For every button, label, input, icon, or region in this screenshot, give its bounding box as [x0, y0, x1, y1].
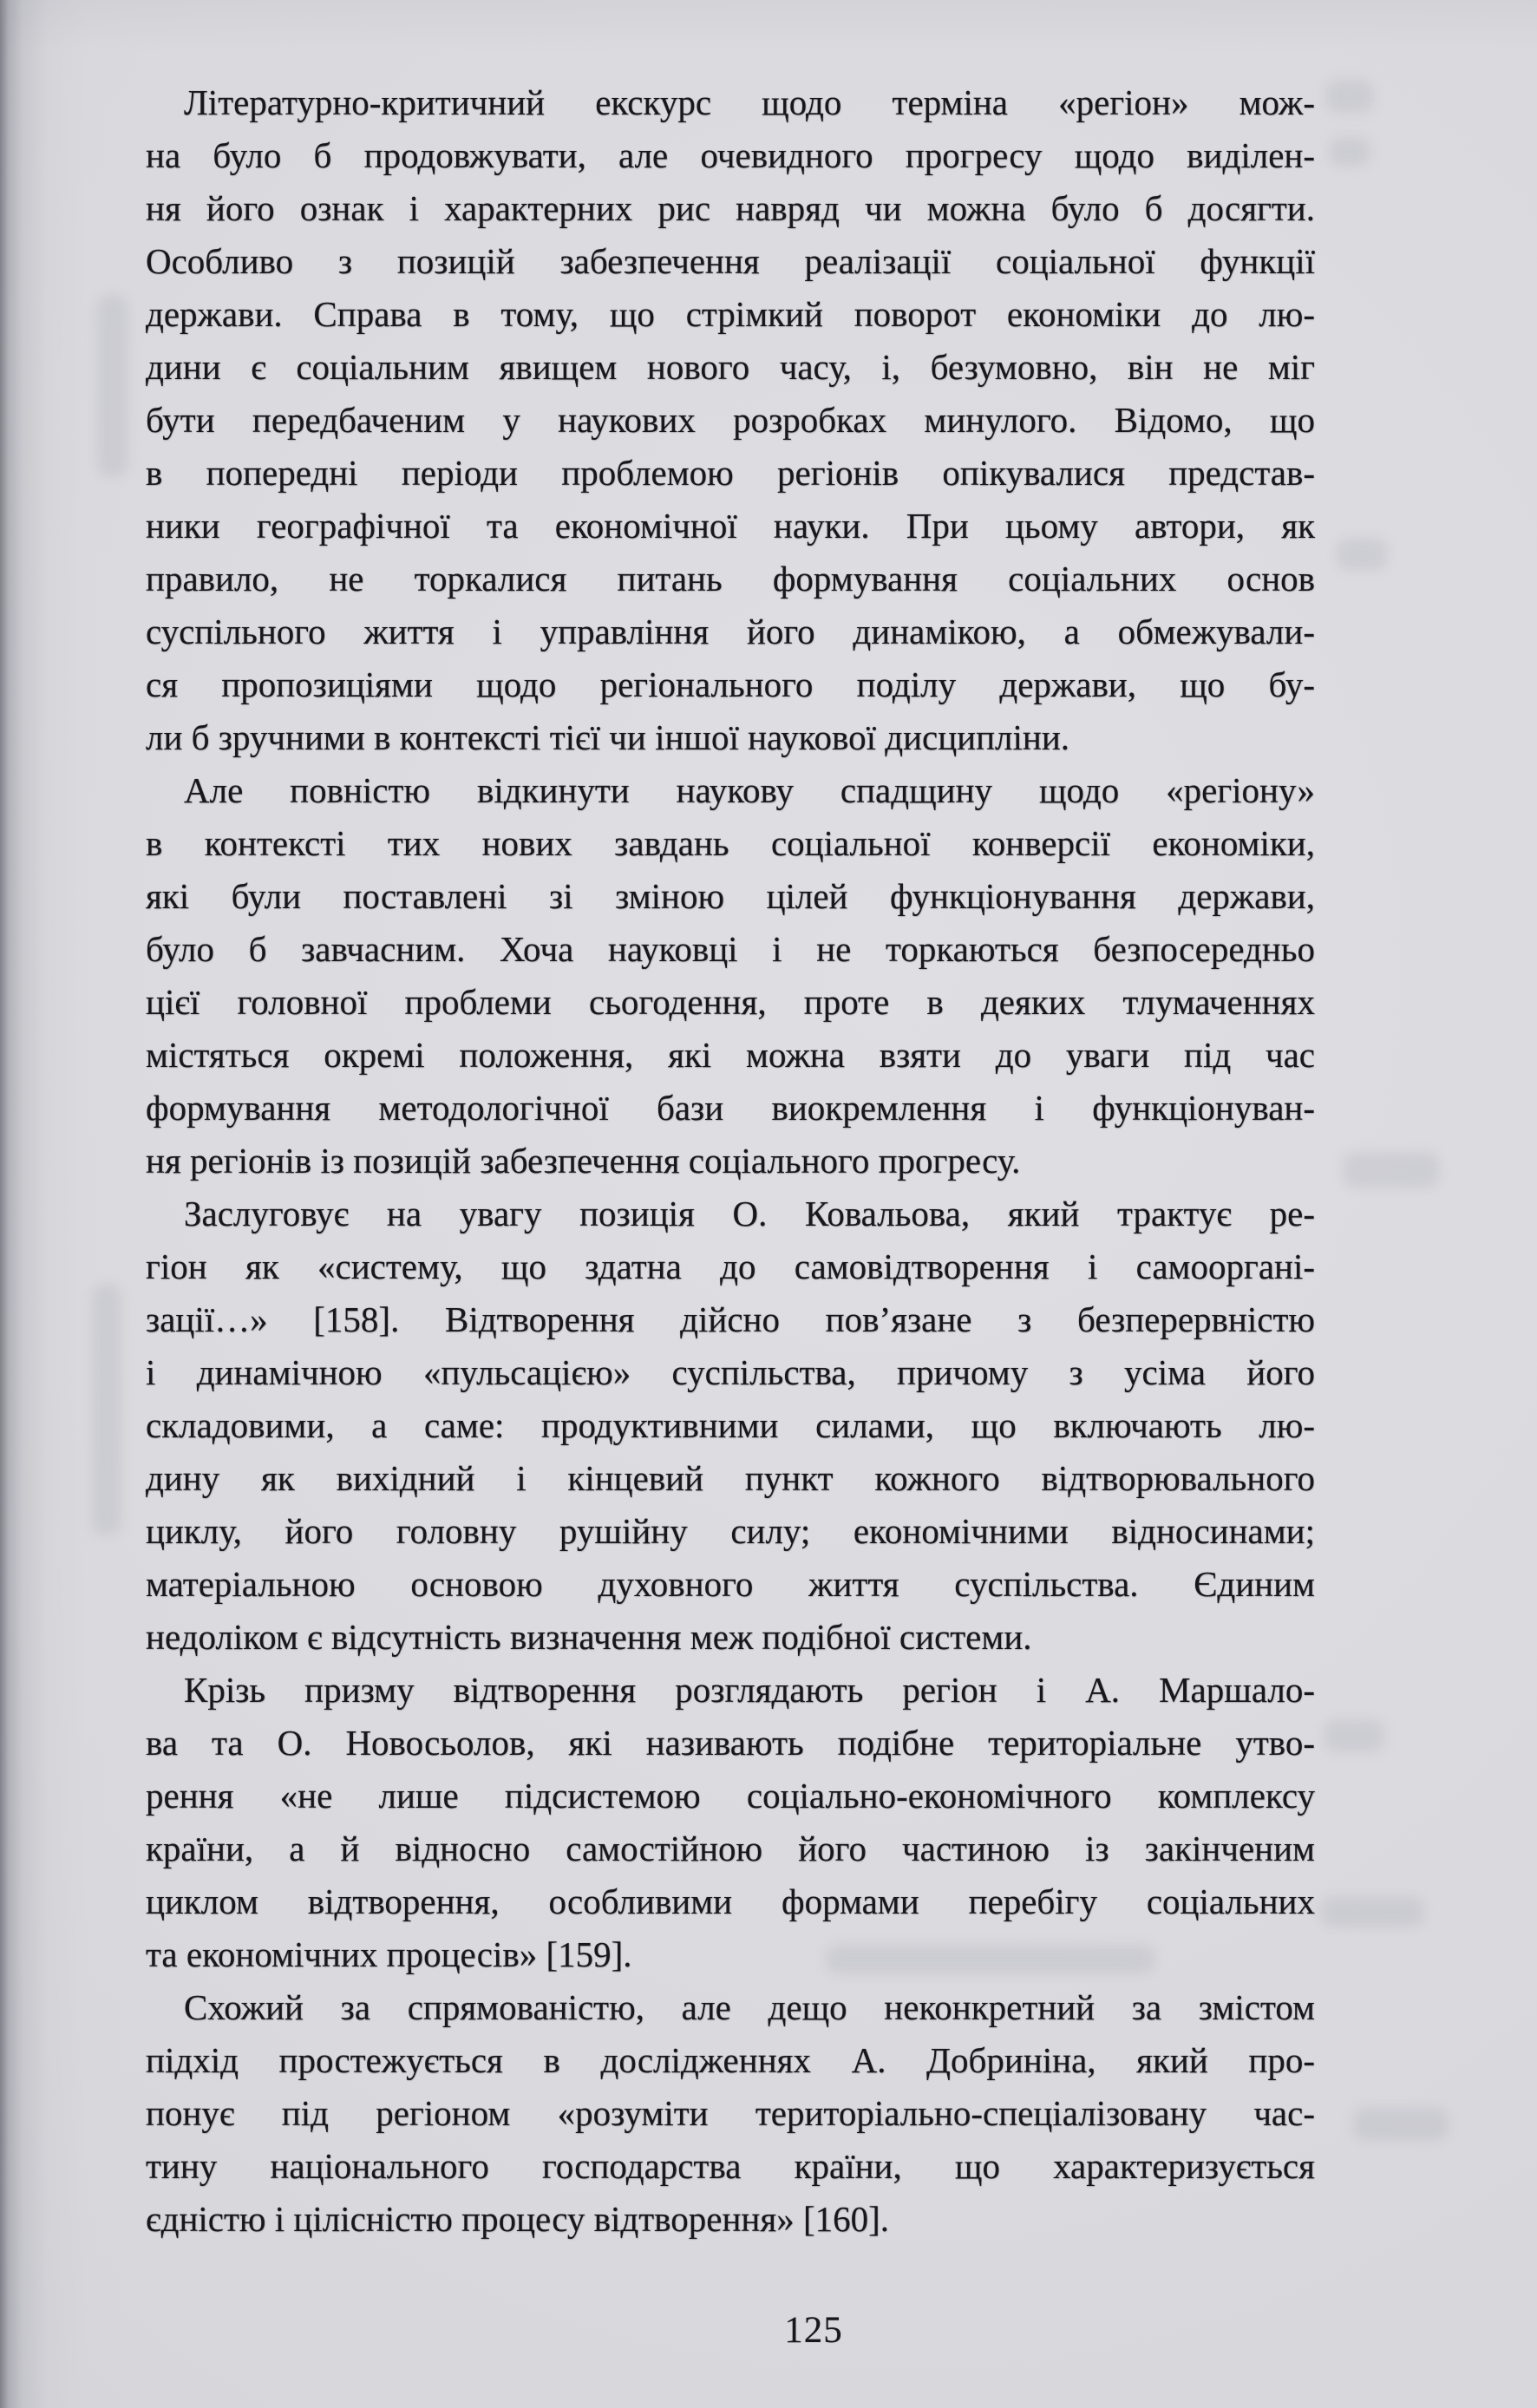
page-text-block — [146, 76, 1315, 2246]
text-line: матеріальною основою духовного життя суспільства. Єдиним — [146, 1564, 1315, 1604]
text-line: ня його ознак і характерних рис навряд чи можна було б досягти. — [146, 188, 1315, 228]
text-line: зації…» [158]. Відтворення дійсно пов’язане з безперервністю — [146, 1299, 1315, 1339]
text-line: країни, а й відносно самостійною його частиною із закінченим — [146, 1829, 1315, 1868]
text-line: ники географічної та економічної науки. При цьому автори, як — [146, 506, 1315, 546]
text-line: понує під регіоном «розуміти територіально-спеціалізовану час- — [146, 2093, 1315, 2133]
text-line: в попередні періоди проблемою регіонів опікувалися представ- — [146, 453, 1315, 493]
text-line: Заслуговує на увагу позиція О. Ковальова, який трактує ре- — [184, 1194, 1315, 1233]
text-line: ли б зручними в контексті тієї чи іншої наукової дисципліни. — [146, 717, 1070, 757]
bleed-through-artifact — [1324, 1719, 1384, 1752]
text-line: циклом відтворення, особливими формами перебігу соціальних — [146, 1881, 1315, 1921]
text-line: які були поставлені зі зміною цілей функціонування держави, — [146, 876, 1315, 916]
text-line: єдністю і цілісністю процесу відтворення» [160]. — [146, 2199, 889, 2239]
text-line: Схожий за спрямованістю, але дещо неконкретний за змістом — [184, 1987, 1315, 2027]
text-line: та економічних процесів» [159]. — [146, 1934, 632, 1974]
text-line: на було б продовжувати, але очевидного прогресу щодо виділен- — [146, 135, 1315, 175]
text-line: тину національного господарства країни, що характеризується — [146, 2146, 1315, 2186]
text-line: підхід простежується в дослідженнях А. Добриніна, який про- — [146, 2040, 1315, 2080]
text-line: ва та О. Новосьолов, які називають подібне територіальне утво- — [146, 1723, 1315, 1763]
bleed-through-artifact — [1336, 538, 1388, 571]
bleed-through-artifact — [97, 295, 128, 477]
text-line: гіон як «систему, що здатна до самовідтворення і самооргані- — [146, 1247, 1315, 1286]
paragraph — [146, 1188, 1315, 1664]
text-line: було б завчасним. Хоча науковці і не торкаються безпосередньо — [146, 929, 1315, 969]
text-line: Але повністю відкинути наукову спадщину щодо «регіону» — [184, 770, 1315, 810]
paragraph — [146, 1664, 1315, 1981]
text-line: в контексті тих нових завдань соціальної конверсії економіки, — [146, 823, 1315, 863]
bleed-through-artifact — [1325, 80, 1374, 113]
text-line: містяться окремі положення, які можна взяти до уваги під час — [146, 1035, 1315, 1075]
text-line: недоліком є відсутність визначення меж подібної системи. — [146, 1617, 1032, 1657]
bleed-through-artifact — [1320, 1896, 1424, 1927]
text-line: ня регіонів із позицій забезпечення соціального прогресу. — [146, 1141, 1021, 1181]
text-line: дини є соціальним явищем нового часу, і, безумовно, він не міг — [146, 347, 1315, 387]
text-line: держави. Справа в тому, що стрімкий поворот економіки до лю- — [146, 294, 1315, 334]
bleed-through-artifact — [1353, 2108, 1449, 2141]
paragraph — [146, 1981, 1315, 2246]
text-line: складовими, а саме: продуктивними силами, що включають лю- — [146, 1405, 1315, 1445]
text-line: Літературно-критичний екскурс щодо терміна «регіон» мож- — [184, 82, 1315, 122]
text-line: і динамічною «пульсацією» суспільства, причому з усіма його — [146, 1352, 1315, 1392]
paragraph — [146, 76, 1315, 764]
text-line: формування методологічної бази виокремлення і функціонуван- — [146, 1088, 1315, 1128]
text-line: Особливо з позицій забезпечення реалізації соціальної функції — [146, 241, 1315, 281]
text-line: дину як вихідний і кінцевий пункт кожного відтворювального — [146, 1458, 1315, 1498]
text-line: цієї головної проблеми сьогодення, проте в деяких тлумаченнях — [146, 982, 1315, 1022]
text-line: суспільного життя і управління його динамікою, а обмежували- — [146, 612, 1315, 651]
paragraph — [146, 764, 1315, 1188]
text-line: циклу, його головну рушійну силу; економічними відносинами; — [146, 1511, 1315, 1551]
bleed-through-artifact — [1329, 137, 1370, 167]
bleed-through-artifact — [1343, 1152, 1440, 1188]
page-number: 125 — [784, 2310, 843, 2351]
text-line: бути передбаченим у наукових розробках минулого. Відомо, що — [146, 400, 1315, 440]
text-line: правило, не торкалися питань формування соціальних основ — [146, 559, 1315, 599]
text-line: Крізь призму відтворення розглядають регіон і А. Маршало- — [184, 1670, 1315, 1710]
bleed-through-artifact — [92, 1284, 121, 1535]
text-line: рення «не лише підсистемою соціально-економічного комплексу — [146, 1776, 1315, 1816]
text-line: ся пропозиціями щодо регіонального поділу держави, що бу- — [146, 664, 1315, 704]
